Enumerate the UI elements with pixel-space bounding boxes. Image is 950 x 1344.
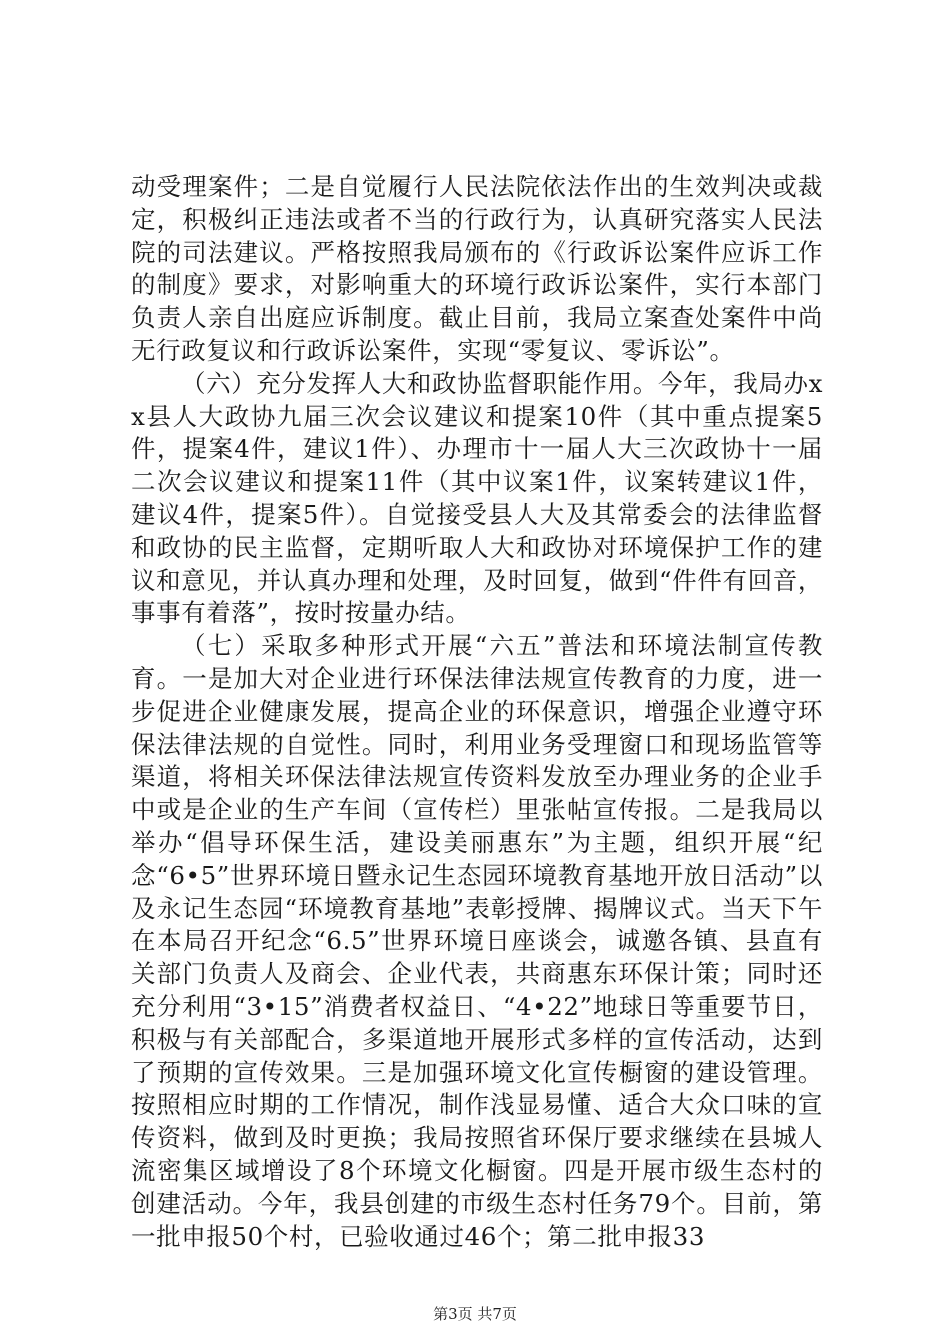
page-footer: 第3页 共7页 bbox=[433, 1305, 517, 1323]
paragraph-section-7: （七）采取多种形式开展“六五”普法和环境法制宣传教育。一是加大对企业进行环保法律法规宣传教育的力度，进一步促进企业健康发展，提高企业的环保意识，增强企业遵守环保法律法规的自觉性。同时，利用业务受理窗口和现场监管等渠道，将相关环保法律法规宣传资料发放至办理业务的企业手中或是企业的生产车间（宣传栏）里张帖宣传报。二是我局以举办“倡导环保生活，建设美丽惠东”为主题，组织开展“纪念“6•5”世界环境日暨永记生态园环境教育基地开放日活动”以及永记生态园“环境教育基地”表彰授牌、揭牌议式。当天下午在本局召开纪念“6.5”世界环境日座谈会，诚邀各镇、县直有关部门负责人及商会、企业代表，共商惠东环保计策；同时还充分利用“3•15”消费者权益日、“4•22”地球日等重要节日，积极与有关部配合，多渠道地开展形式多样的宣传活动，达到了预期的宣传效果。三是加强环境文化宣传橱窗的建设管理。按照相应时期的工作情况，制作浅显易懂、适合大众口味的宣传资料，做到及时更换；我局按照省环保厅要求继续在县城人流密集区域增设了8个环境文化橱窗。四是开展市级生态村的创建活动。今年，我县创建的市级生态村任务79个。目前，第一批申报50个村，已验收通过46个；第二批申报33 bbox=[131, 631, 823, 1251]
paragraph-section-6: （六）充分发挥人大和政协监督职能作用。今年，我局办xx县人大政协九届三次会议建议和提案10件（其中重点提案5件，提案4件，建议1件）、办理市十一届人大三次政协十一届二次会议建议和提案11件（其中议案1件，议案转建议1件，建议4件，提案5件）。自觉接受县人大及其常委会的法律监督和政协的民主监督，定期听取人大和政协对环境保护工作的建议和意见，并认真办理和处理，及时回复，做到“件件有回音，事事有着落”，按时按量办结。 bbox=[131, 368, 823, 628]
document-body bbox=[131, 171, 823, 1253]
paragraph-continuation: 动受理案件；二是自觉履行人民法院依法作出的生效判决或裁定，积极纠正违法或者不当的行政行为，认真研究落实人民法院的司法建议。严格按照我局颁布的《行政诉讼案件应诉工作的制度》要求，对影响重大的环境行政诉讼案件，实行本部门负责人亲自出庭应诉制度。截止目前，我局立案查处案件中尚无行政复议和行政诉讼案件，实现“零复议、零诉讼”。 bbox=[131, 172, 823, 365]
